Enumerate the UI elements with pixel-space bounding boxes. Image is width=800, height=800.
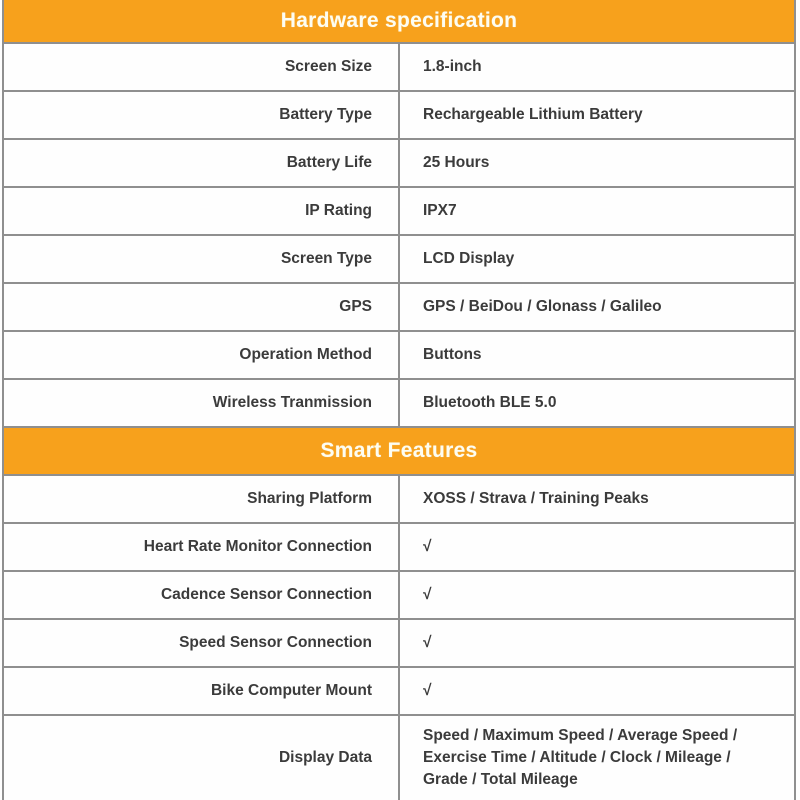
spec-label: Screen Size: [4, 44, 400, 90]
table-row: [4, 44, 794, 92]
table-row: [4, 332, 794, 380]
section-header-hardware: [4, 0, 794, 44]
spec-value: Bluetooth BLE 5.0: [423, 394, 557, 411]
table-row: [4, 284, 794, 332]
spec-label: Display Data: [4, 716, 400, 800]
spec-value: Speed / Maximum Speed / Average Speed / Exercise Time / Altitude / Clock / Mileage / Grade / Total Mileage: [423, 727, 738, 788]
table-row: [4, 620, 794, 668]
spec-label: GPS: [4, 284, 400, 330]
spec-value: Buttons: [423, 346, 482, 363]
table-row: [4, 716, 794, 800]
table-row: [4, 524, 794, 572]
table-row: [4, 236, 794, 284]
spec-label: Sharing Platform: [4, 476, 400, 522]
spec-value: [400, 668, 794, 714]
spec-label: Cadence Sensor Connection: [4, 572, 400, 618]
table-row: [4, 476, 794, 524]
table-row: [4, 188, 794, 236]
checkmark-icon: √: [423, 538, 432, 555]
spec-label: Bike Computer Mount: [4, 668, 400, 714]
spec-value: [400, 524, 794, 570]
spec-value: IPX7: [423, 202, 457, 219]
table-row: [4, 92, 794, 140]
spec-label: IP Rating: [4, 188, 400, 234]
section-header-hardware-label: Hardware specification: [280, 9, 518, 32]
spec-label: Battery Life: [4, 140, 400, 186]
spec-value: 25 Hours: [423, 154, 490, 171]
spec-label: Operation Method: [4, 332, 400, 378]
checkmark-icon: √: [423, 682, 432, 699]
spec-value: 1.8-inch: [423, 58, 482, 75]
table-row: [4, 668, 794, 716]
spec-label: Screen Type: [4, 236, 400, 282]
spec-label: Heart Rate Monitor Connection: [4, 524, 400, 570]
checkmark-icon: √: [423, 634, 432, 651]
spec-value: Rechargeable Lithium Battery: [423, 106, 643, 123]
spec-value: [400, 572, 794, 618]
table-row: [4, 140, 794, 188]
spec-value: XOSS / Strava / Training Peaks: [423, 490, 649, 507]
spec-label: Wireless Tranmission: [4, 380, 400, 426]
spec-value: LCD Display: [423, 250, 515, 267]
spec-label: Speed Sensor Connection: [4, 620, 400, 666]
spec-label: Battery Type: [4, 92, 400, 138]
spec-value: GPS / BeiDou / Glonass / Galileo: [423, 298, 662, 315]
section-header-smart-features-label: Smart Features: [320, 439, 478, 462]
table-row: [4, 380, 794, 428]
table-row: [4, 572, 794, 620]
specification-table: [2, 0, 796, 800]
section-header-smart-features: [4, 428, 794, 476]
checkmark-icon: √: [423, 586, 432, 603]
spec-value: [400, 620, 794, 666]
